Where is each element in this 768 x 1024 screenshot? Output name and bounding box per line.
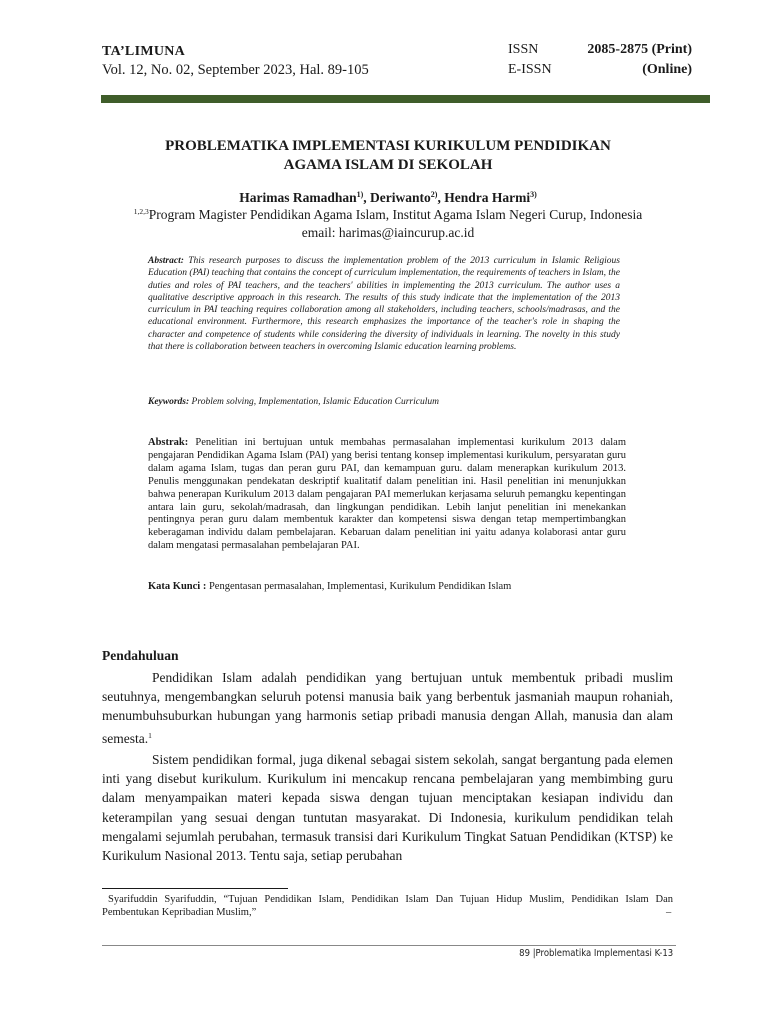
- keywords-english: [148, 397, 620, 407]
- keywords-text: Problem solving, Implementation, Islamic Education Curriculum: [189, 397, 439, 407]
- title-line-1: PROBLEMATIKA IMPLEMENTASI KURIKULUM PENDIDIKAN: [165, 138, 611, 154]
- author-name: Harimas Ramadhan: [239, 190, 357, 205]
- journal-name: TA’LIMUNA: [102, 44, 186, 59]
- author-mark: 3): [530, 190, 537, 199]
- title-line-2: AGAMA ISLAM DI SEKOLAH: [283, 157, 493, 173]
- author-list: Harimas Ramadhan$^{1)}$, Deriwanto$^{2)}$, Hendra Harmi$^{3)}$: [239, 190, 537, 205]
- footnote-reference[interactable]: 1: [148, 730, 152, 740]
- author-email: email: harimas@iaincurup.ac.id: [301, 225, 475, 240]
- keywords-indonesian: [148, 581, 626, 592]
- abstrak-text: Penelitian ini bertujuan untuk membahas permasalahan implementasi kurikulum 2013 dalam pengajaran Pendidikan Agama Islam (PAI) yang berisi tentang konsep implementasi kurikulum, persyaratan guru dalam agama Islam, tugas dan peran guru PAI, dan kemampuan guru. dalam menerapkan kurikulum 2013. Penulis menggunakan pendekatan deskriptif kualitatif dalam penelitian ini. Hasil penelitian ini menunjukkan bahwa penerapan Kurikulum 2013 dalam pengajaran PAI memerlukan kerjasama seluruh pemangku kepentingan antara lain guru, sekolah/madrasah, dan lingkungan pendidikan. Lebih lanjut penelitian ini menekankan pentingnya peran guru dalam membentuk karakter dan kompetensi siswa dengan tetap mempertimbangkan keberagaman individu dalam pembelajaran. Kebaruan dalam penelitian ini yaitu adanya kolaborasi antar guru dalam mengatasi permasalahan pembelajaran PAI.: [148, 437, 626, 552]
- author-name: Deriwanto: [370, 190, 431, 205]
- footer-divider: [102, 945, 676, 946]
- page-footer: 89 |Problematika Implementasi K-13: [519, 948, 673, 959]
- paragraph-text: Pendidikan Islam adalah pendidikan yang bertujuan untuk membentuk pribadi muslim seutuhnya, mengembangkan seluruh potensi manusia baik yang berbentuk jasmaniah maupun rohaniah, menumbuhsuburkan hubungan yang harmonis setiap pribadi manusia dengan Allah, manusia dan alam semesta.: [102, 670, 673, 746]
- affiliation-mark: 1,2,3: [133, 207, 149, 216]
- issn-block: [508, 40, 692, 80]
- eissn-value: (Online): [642, 62, 692, 77]
- eissn-label: E-ISSN: [508, 62, 552, 77]
- footnote-text: Syarifuddin Syarifuddin, “Tujuan Pendidikan Islam, Pendidikan Islam Dan Tujuan Hidup Muslim, Pendidikan Islam Dan Pembentukan Kepribadian Muslim,”: [102, 894, 673, 918]
- footnote-dash: –: [666, 907, 672, 918]
- body-paragraph-1: [102, 668, 673, 748]
- author-name: Hendra Harmi: [444, 190, 531, 205]
- kata-kunci-text: Pengentasan permasalahan, Implementasi, Kurikulum Pendidikan Islam: [206, 581, 512, 592]
- abstract-english: [148, 255, 620, 353]
- eissn-row: [508, 60, 692, 80]
- volume-info: Vol. 12, No. 02, September 2023, Hal. 89-105: [102, 62, 369, 78]
- abstract-text: This research purposes to discuss the implementation problem of the 2013 curriculum in Islamic Religious Education (PAI) teaching that contains the concept of curriculum implementation, the requirements of teachers in Islam, the duties and roles of PAI teachers, and the teachers' abilities in implementing the 2013 curriculum. The author uses a qualitative descriptive approach in this research. The results of this study indicate that the implementation of the 2013 curriculum in PAI teaching requires collaboration among all stakeholders, including teachers, schools/madrasas, and the educational environment. Furthermore, this research emphasizes the importance of the teacher's role in shaping the character and competence of students while considering the diversity of individuals in learning. The novelty in this study that there is collaboration between teachers in overcoming Islamic education learning problems.: [148, 256, 620, 353]
- footnote-divider: [102, 888, 288, 889]
- issn-label: ISSN: [508, 42, 539, 57]
- affiliation: [100, 207, 676, 223]
- section-heading: Pendahuluan: [102, 648, 179, 663]
- author-mark: 1): [356, 190, 364, 199]
- issn-print-row: [508, 40, 692, 60]
- kata-kunci-label: Kata Kunci :: [148, 581, 207, 592]
- abstrak-label: Abstrak:: [148, 437, 189, 448]
- author-mark: 2): [430, 190, 438, 199]
- body-paragraph-2: Sistem pendidikan formal, juga dikenal sebagai sistem sekolah, sangat bergantung pada elemen inti yang disebut kurikulum. Kurikulum ini mencakup rencana pembelajaran yang membimbing guru dalam menyampaikan materi kepada siswa dengan tujuan menciptakan kesiapan individu dan keterampilan yang sesuai dengan tuntutan masyarakat. Di Indonesia, kurikulum pendidikan telah mengalami sejumlah perubahan, termasuk transisi dari Kurikulum Tingkat Satuan Pendidikan (KTSP) ke Kurikulum Nasional 2013. Tentu saja, setiap perubahan: [102, 752, 673, 864]
- abstract-indonesian: [148, 437, 626, 553]
- issn-value: 2085-2875 (Print): [587, 42, 692, 57]
- affiliation-text: Program Magister Pendidikan Agama Islam, Institut Agama Islam Negeri Curup, Indonesia: [148, 207, 643, 222]
- article-title: [100, 137, 676, 175]
- abstract-label: Abstract:: [148, 256, 184, 266]
- header-divider-bar: [101, 95, 710, 103]
- keywords-label: Keywords:: [148, 397, 190, 407]
